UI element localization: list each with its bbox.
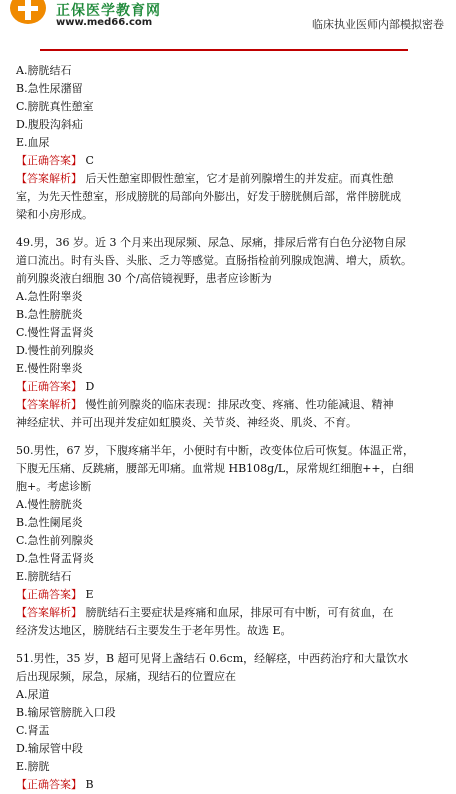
answer-label: 【正确答案】 bbox=[16, 380, 82, 393]
analysis-row bbox=[16, 396, 436, 414]
option: E.膀胱 bbox=[16, 760, 50, 773]
option: D.输尿管中段 bbox=[16, 742, 83, 755]
option: A.膀胱结石 bbox=[16, 64, 72, 77]
option: C.急性前列腺炎 bbox=[16, 534, 94, 547]
brand-name: 正保医学教育网 bbox=[56, 3, 161, 19]
exam-content bbox=[16, 62, 436, 794]
analysis-label: 【答案解析】 bbox=[16, 398, 82, 411]
option: C.膀胱真性憩室 bbox=[16, 100, 94, 113]
site-url[interactable]: www.med66.com bbox=[56, 17, 153, 28]
analysis-row bbox=[16, 170, 436, 188]
option: E.血尿 bbox=[16, 136, 50, 149]
option: B.输尿管膀胱入口段 bbox=[16, 706, 116, 719]
answer-value: B bbox=[85, 778, 94, 791]
question-stem: 49.男，36 岁。近 3 个月来出现尿频、尿急、尿痛，排尿后常有白色分泌物自尿 bbox=[16, 236, 406, 249]
answer-row bbox=[16, 152, 436, 170]
option: A.尿道 bbox=[16, 688, 50, 701]
option: A.慢性膀胱炎 bbox=[16, 498, 83, 511]
option: D.腹股沟斜疝 bbox=[16, 118, 83, 131]
med66-logo-icon bbox=[8, 0, 48, 24]
page-header bbox=[0, 0, 456, 50]
option: C.肾盂 bbox=[16, 724, 50, 737]
analysis-text: 神经症状、并可出现并发症如虹膜炎、关节炎、神经炎、肌炎、不育。 bbox=[16, 416, 357, 429]
question-stem: 后出现尿频，尿急，尿痛，现结石的位置应在 bbox=[16, 670, 236, 683]
question-stem: 前列腺炎液白细胞 30 个/高倍镜视野，患者应诊断为 bbox=[16, 272, 272, 285]
question-50 bbox=[16, 442, 436, 640]
analysis-text: 后天性憩室即假性憩室，它才是前列腺增生的并发症。而真性憩 bbox=[85, 172, 394, 185]
option: B.急性尿潴留 bbox=[16, 82, 83, 95]
analysis-text: 膀胱结石主要症状是疼痛和血尿，排尿可有中断，可有贫血，在 bbox=[85, 606, 394, 619]
answer-row bbox=[16, 776, 436, 794]
header-divider bbox=[40, 49, 408, 51]
answer-label: 【正确答案】 bbox=[16, 588, 82, 601]
answer-label: 【正确答案】 bbox=[16, 154, 82, 167]
question-48 bbox=[16, 62, 436, 224]
option: D.慢性前列腺炎 bbox=[16, 344, 94, 357]
question-stem: 胞+。考虑诊断 bbox=[16, 480, 92, 493]
option: B.急性阑尾炎 bbox=[16, 516, 83, 529]
answer-label: 【正确答案】 bbox=[16, 778, 82, 791]
analysis-text: 慢性前列腺炎的临床表现：排尿改变、疼痛、性功能减退、精神 bbox=[85, 398, 394, 411]
analysis-text: 梁和小房形成。 bbox=[16, 208, 93, 221]
option: E.膀胱结石 bbox=[16, 570, 72, 583]
analysis-text: 室，为先天性憩室，形成膀胱的局部向外膨出，好发于膀胱侧后部，常伴膀胱成 bbox=[16, 190, 401, 203]
option: A.急性附睾炎 bbox=[16, 290, 83, 303]
answer-value: C bbox=[85, 154, 94, 167]
answer-value: D bbox=[85, 380, 95, 393]
question-stem: 51.男性，35 岁，B 超可见肾上盏结石 0.6cm，经解痉，中西药治疗和大量饮水 bbox=[16, 652, 409, 665]
option: B.急性膀胱炎 bbox=[16, 308, 83, 321]
question-51 bbox=[16, 650, 436, 794]
answer-row bbox=[16, 378, 436, 396]
document-title: 临床执业医师内部模拟密卷 bbox=[312, 18, 444, 31]
option: C.慢性肾盂肾炎 bbox=[16, 326, 94, 339]
question-stem: 50.男性，67 岁，下腹疼痛半年，小便时有中断，改变体位后可恢复。体温正常， bbox=[16, 444, 414, 457]
question-stem: 道口流出。时有头昏、头胀、乏力等感觉。直肠指检前列腺成饱满、增大，质软。 bbox=[16, 254, 412, 267]
analysis-row bbox=[16, 604, 436, 622]
analysis-text: 经济发达地区，膀胱结石主要发生于老年男性。故选 E。 bbox=[16, 624, 292, 637]
question-stem: 下腹无压痛、反跳痛，腰部无叩痛。血常规 HB108g/L，尿常规红细胞++，白细 bbox=[16, 462, 414, 475]
option: D.急性肾盂肾炎 bbox=[16, 552, 94, 565]
analysis-label: 【答案解析】 bbox=[16, 606, 82, 619]
answer-value: E bbox=[85, 588, 94, 601]
analysis-label: 【答案解析】 bbox=[16, 172, 82, 185]
answer-row bbox=[16, 586, 436, 604]
question-49 bbox=[16, 234, 436, 432]
option: E.慢性附睾炎 bbox=[16, 362, 83, 375]
